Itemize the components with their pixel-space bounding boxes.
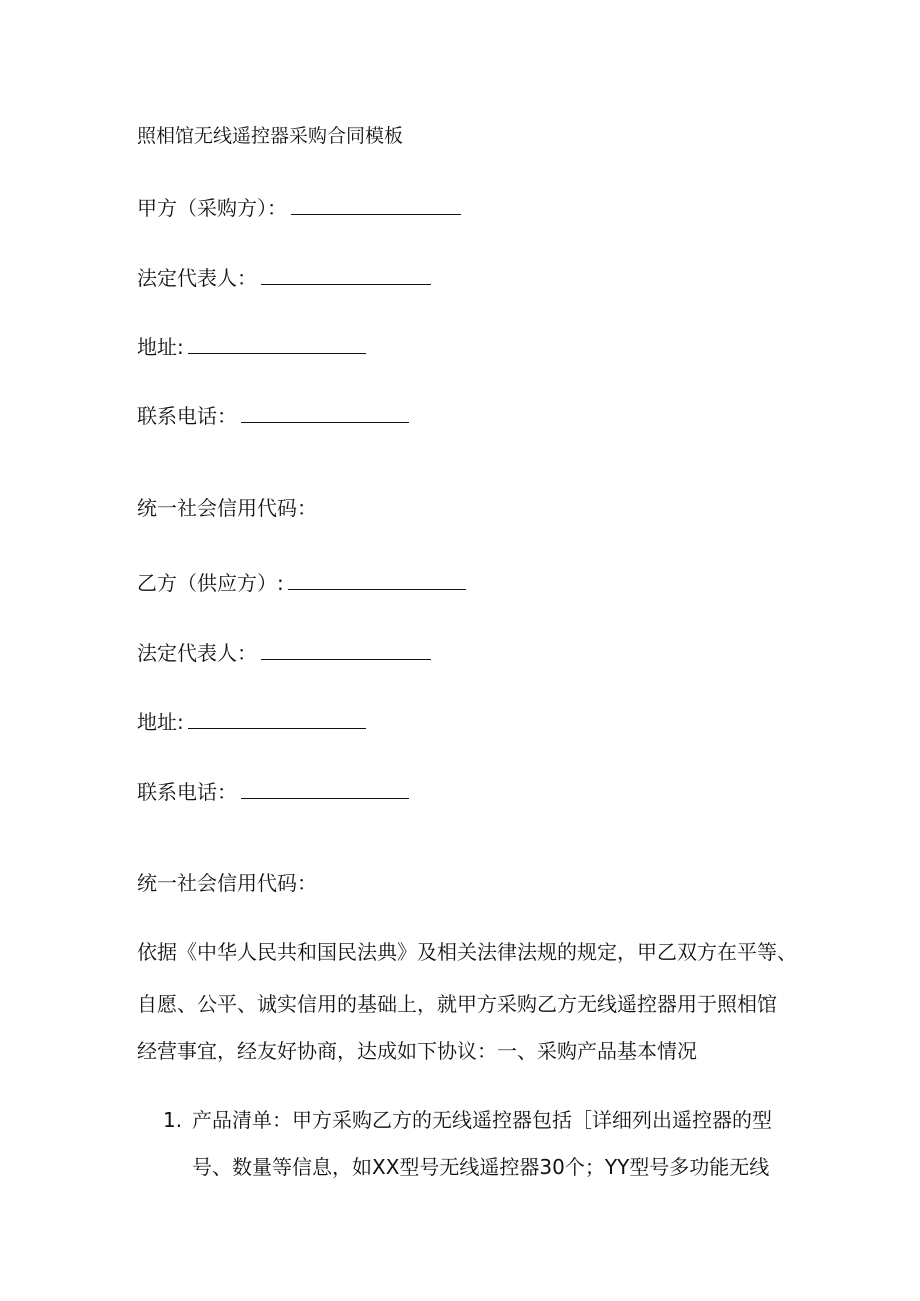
party-b-blank-field[interactable] [288, 567, 466, 590]
party-b-rep-blank-field[interactable] [261, 637, 431, 660]
party-a-rep-line [137, 262, 431, 292]
party-a-address-label: 地址: [137, 335, 184, 359]
party-a-phone-label: 联系电话： [137, 404, 237, 428]
party-a-credit-code-line [137, 494, 317, 522]
party-b-credit-code-line [137, 869, 317, 897]
party-a-rep-label: 法定代表人： [137, 266, 257, 290]
preamble-line-1: 依据《中华人民共和国民法典》及相关法律法规的规定，甲乙双方在平等、 [137, 940, 797, 964]
party-b-phone-blank-field[interactable] [241, 776, 409, 799]
party-b-rep-label: 法定代表人： [137, 641, 257, 665]
party-a-label: 甲方（采购方）： [137, 196, 287, 220]
document-title: 照相馆无线遥控器采购合同模板 [137, 125, 404, 147]
party-a-address-line [137, 331, 366, 361]
list-item-number: 1. [163, 1108, 183, 1132]
preamble-line-2: 自愿、公平、诚实信用的基础上，就甲方采购乙方无线遥控器用于照相馆 [137, 992, 777, 1016]
list-item-line-1: 产品清单：甲方采购乙方的无线遥控器包括［详细列出遥控器的型 [192, 1108, 772, 1132]
party-b-address-blank-field[interactable] [188, 706, 366, 729]
party-b-credit-code-label: 统一社会信用代码： [137, 871, 317, 895]
party-b-label: 乙方（供应方）: [137, 571, 284, 595]
party-b-phone-line [137, 776, 409, 806]
party-b-address-label: 地址: [137, 710, 184, 734]
party-a-line [137, 192, 461, 222]
party-b-address-line [137, 706, 366, 736]
party-a-phone-line [137, 400, 409, 430]
party-a-phone-blank-field[interactable] [241, 400, 409, 423]
party-a-blank-field[interactable] [291, 192, 461, 215]
party-a-credit-code-label: 统一社会信用代码： [137, 496, 317, 520]
preamble-line-3: 经营事宜，经友好协商，达成如下协议：一、采购产品基本情况 [137, 1039, 697, 1063]
party-b-line [137, 567, 466, 597]
party-b-phone-label: 联系电话： [137, 780, 237, 804]
party-b-rep-line [137, 637, 431, 667]
list-item-line-2: 号、数量等信息，如XX型号无线遥控器30个；YY型号多功能无线 [192, 1155, 770, 1179]
party-a-rep-blank-field[interactable] [261, 262, 431, 285]
party-a-address-blank-field[interactable] [188, 331, 366, 354]
